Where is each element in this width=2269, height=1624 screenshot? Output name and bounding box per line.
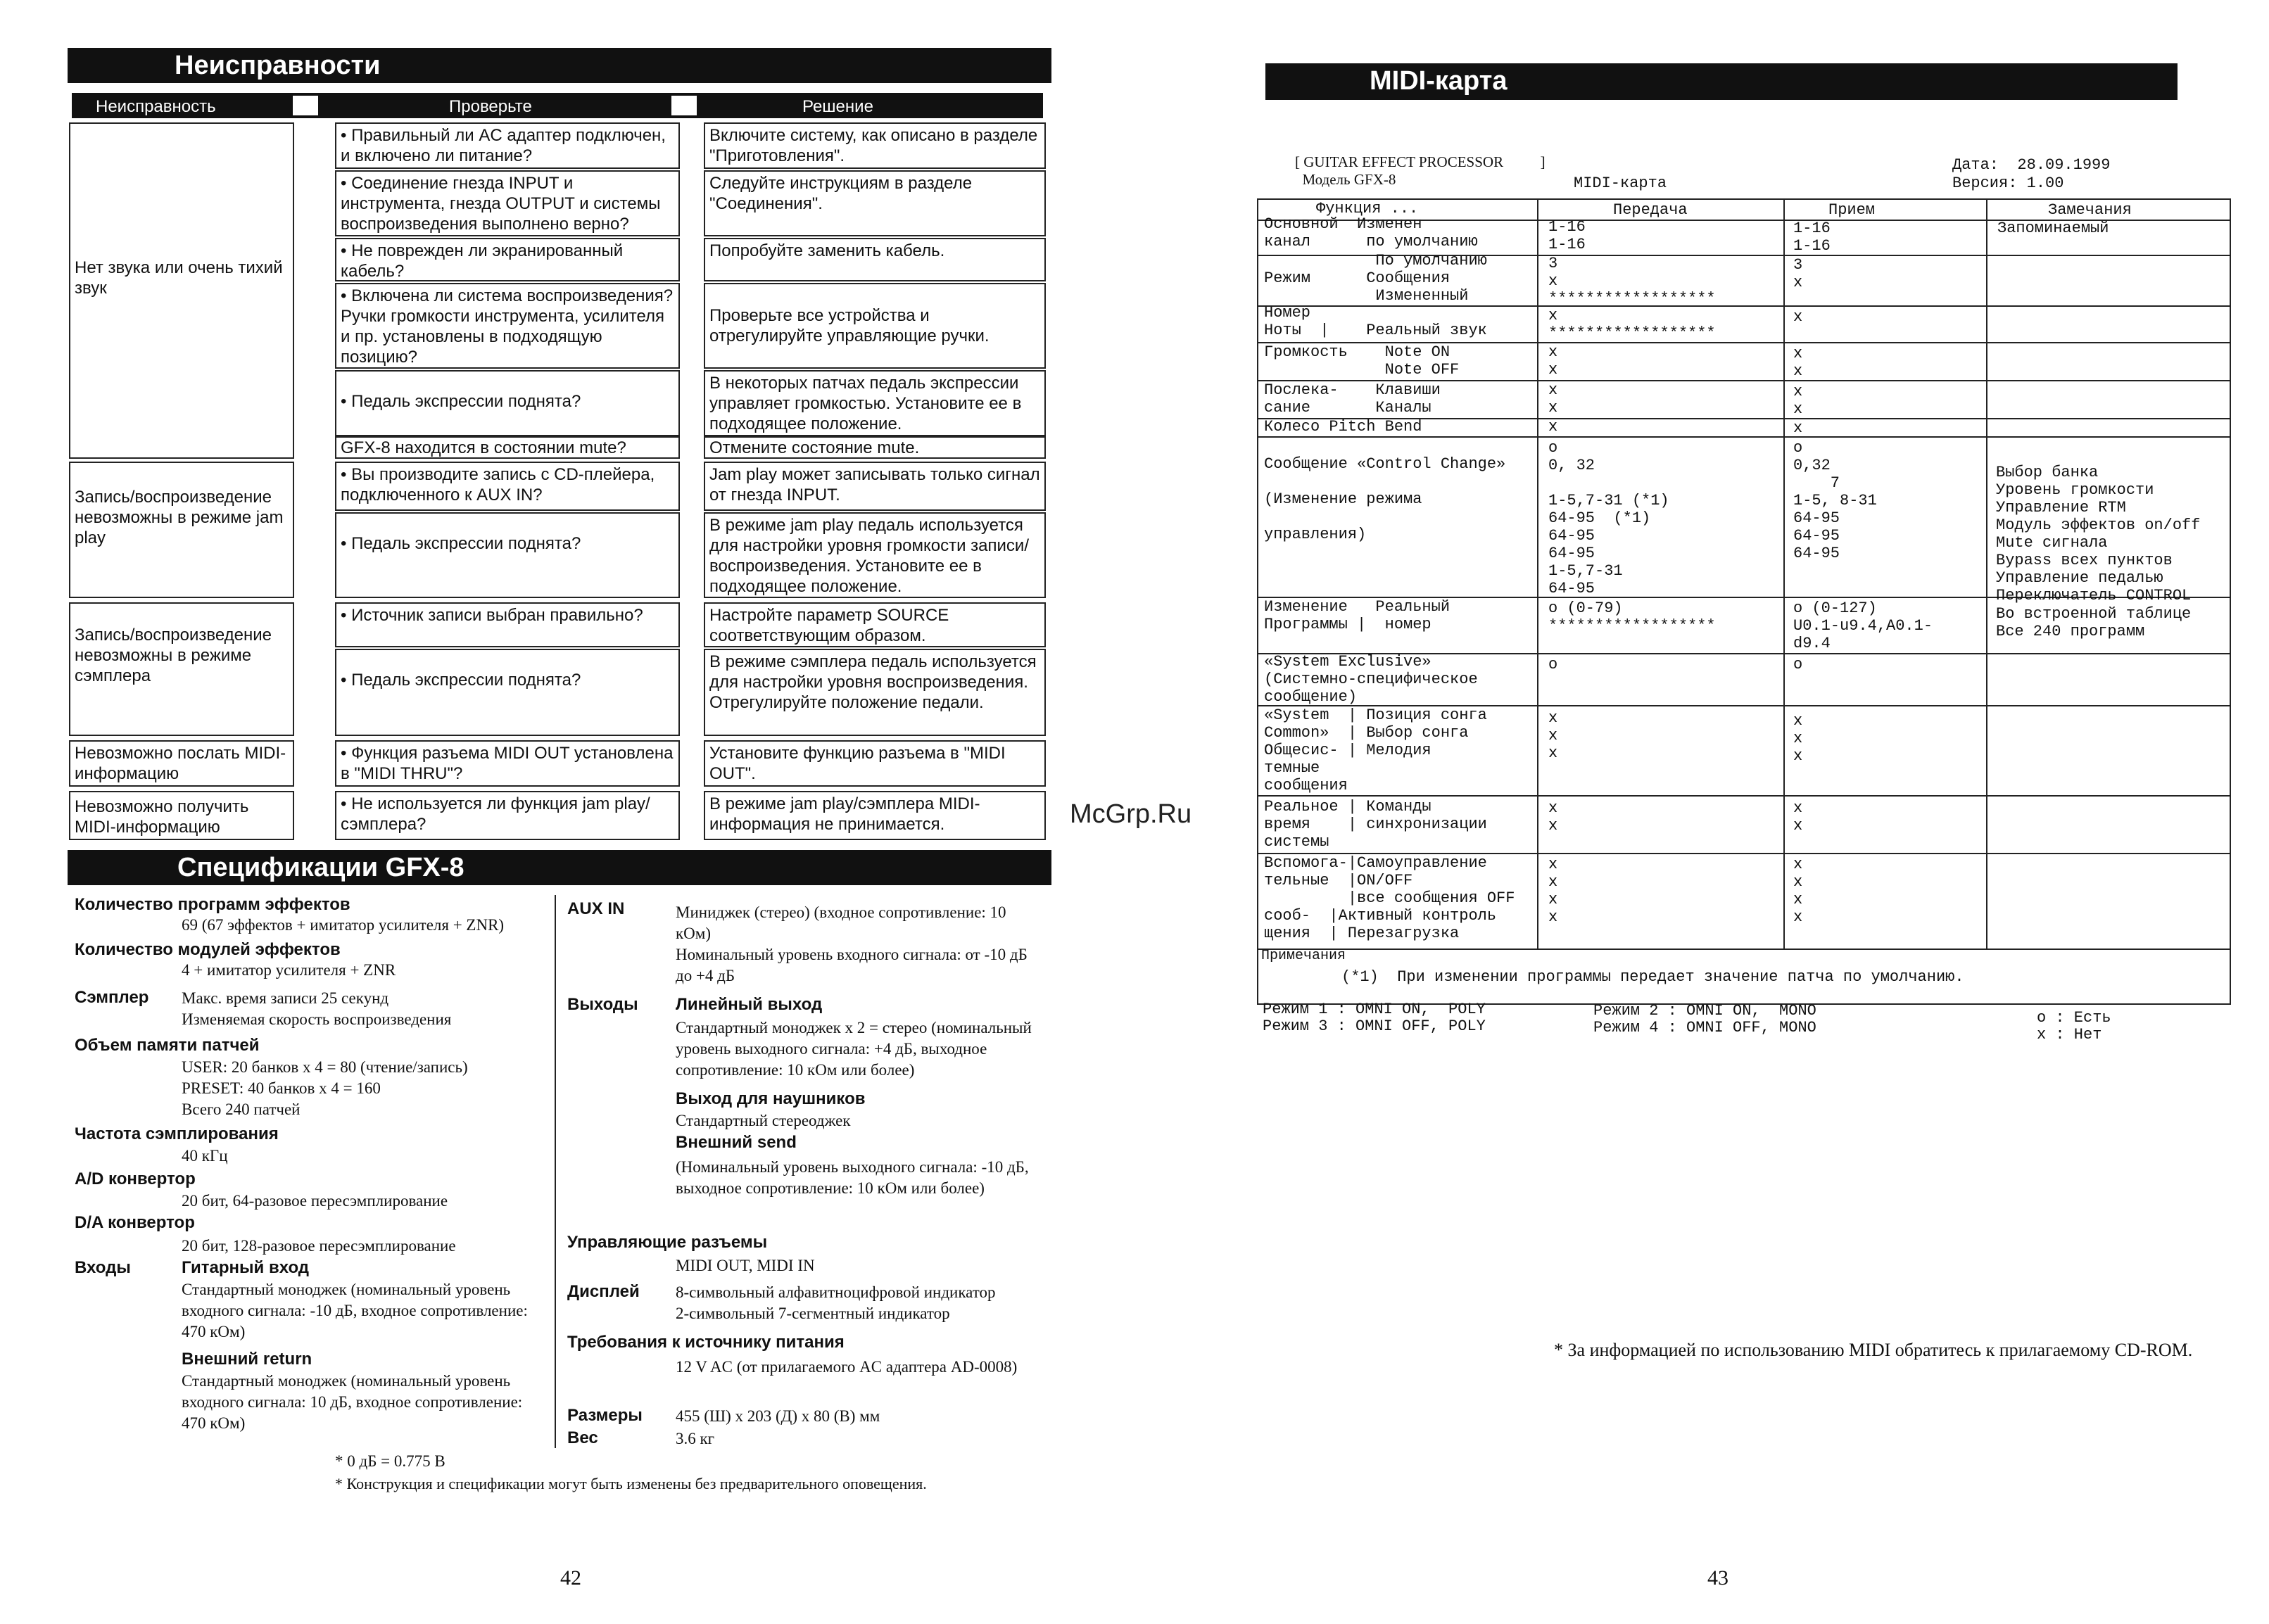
midi-row-transmit: x x x [1548, 709, 1558, 762]
spec-text: Миниджек (стерео) (входное сопротивление: 10 кОм) Номинальный уровень входного сигнала: от -10 дБ до +4 дБ [676, 903, 1028, 984]
midi-row-function: Основной Изменен канал по умолчанию [1264, 215, 1478, 250]
solution-cell: Следуйте инструкциям в разделе "Соединения". [704, 170, 1046, 236]
page-number-left: 42 [560, 1566, 581, 1590]
spec-text: Стандартный моноджек x 2 = стерео (номинальный уровень выходного сигнала: +4 дБ, выходное сопротивление: 10 кОм или более) [676, 1019, 1032, 1079]
check-cell: • Соединение гнезда INPUT и инструмента, гнезда OUTPUT и системы воспроизведения выполнено верно? [335, 170, 680, 236]
midi-row-function: По умолчанию Режим Сообщения Измененный [1264, 252, 1487, 305]
midi-row-function: Реальное | Команды время | синхронизации системы [1264, 798, 1487, 851]
solution-cell: Отмените состояние mute. [704, 436, 1046, 459]
mode-1: Режим 1 : OMNI ON, POLY [1263, 1001, 1486, 1018]
check-cell: • Включена ли система воспроизведения? Ручки громкости инструмента, усилителя и пр. установлены в подходящую позицию? [335, 283, 680, 369]
spec-subheading: Линейный выход [676, 995, 823, 1014]
notes-text: (*1) При изменении программы передает значение патча по умолчанию. [1341, 968, 1964, 986]
header-check: Проверьте [449, 97, 532, 116]
spec-heading: Дисплей [567, 1282, 640, 1301]
solution-cell: Включите систему, как описано в разделе "Приготовления". [704, 122, 1046, 169]
midi-row-function: Изменение Реальный Программы | номер [1264, 598, 1450, 633]
problem-cell: Нет звука или очень тихий звук [69, 122, 294, 459]
spec-subheading: Внешний send [676, 1133, 797, 1152]
midi-header-transmit: Передача [1613, 201, 1688, 219]
midi-row-receive: x x [1793, 383, 1803, 418]
spec-heading: A/D конвертор [75, 1169, 196, 1188]
midi-banner [1265, 63, 2178, 100]
solution-cell: В режиме jam play педаль используется для настройки уровня громкости записи/воспроизведения. Установите ее в подходящее положение. [704, 512, 1046, 598]
midi-row-function: Вспомога-|Самоуправление тельные |ON/OFF |все сообщения OFF сооб- |Активный контроль щения | Перезагрузка [1264, 854, 1515, 942]
solution-cell: Проверьте все устройства и отрегулируйте управляющие ручки. [704, 283, 1046, 369]
midi-row-receive: x [1793, 419, 1803, 437]
spec-text: USER: 20 банков x 4 = 80 (чтение/запись) PRESET: 40 банков x 4 = 160 Всего 240 патчей [182, 1058, 468, 1118]
troubleshooting-title: Неисправности [175, 51, 381, 80]
midi-row-transmit: x [1548, 418, 1558, 436]
midi-row-remarks: Во встроенной таблице Все 240 программ [1996, 605, 2192, 640]
midi-row-receive: o 0,32 7 1-5, 8-31 64-95 64-95 64-95 [1793, 439, 1877, 562]
mode-4: Режим 4 : OMNI OFF, MONO [1593, 1019, 1816, 1036]
midi-row-transmit: o (0-79) ****************** [1548, 600, 1716, 635]
spec-heading: AUX IN [567, 899, 625, 918]
col-line [1783, 198, 1785, 949]
midi-row-remarks: Выбор банка Уровень громкости Управление RTM Модуль эффектов on/off Mute сигнала Bypass всех пунктов Управление педалью Переключатель CONTROL [1996, 464, 2201, 604]
spec-heading: Количество модулей эффектов [75, 940, 341, 959]
spec-text: MIDI OUT, MIDI IN [676, 1257, 815, 1274]
midi-header-function: Функция ... [1316, 200, 1419, 217]
spec-text: 20 бит, 64-разовое пересэмплирование [182, 1192, 448, 1210]
chart-label: MIDI-карта [1574, 175, 1667, 192]
cd-rom-note: * За информацией по использованию MIDI обратитесь к прилагаемому CD-ROM. [1554, 1340, 2193, 1360]
midi-row-receive: o (0-127) U0.1-u9.4,A0.1- d9.4 [1793, 600, 1933, 652]
midi-row-receive: x x x x [1793, 856, 1803, 926]
spec-text: (Номинальный уровень выходного сигнала: -10 дБ, выходное сопротивление: 10 кОм или более) [676, 1158, 1029, 1197]
spec-heading: Количество программ эффектов [75, 895, 350, 914]
midi-row-receive: 3 x [1793, 256, 1803, 291]
midi-title: MIDI-карта [1370, 66, 1508, 96]
header-problem: Неисправность [96, 97, 216, 116]
spec-text: 4 + имитатор усилителя + ZNR [182, 961, 396, 979]
midi-row-transmit: x x x x [1548, 856, 1558, 926]
col-line [1986, 198, 1987, 949]
spec-heading: Управляющие разъемы [567, 1233, 768, 1252]
header-gap [671, 96, 697, 115]
page-number-right: 43 [1707, 1566, 1728, 1590]
watermark: McGrp.Ru [1070, 799, 1192, 829]
midi-row-transmit: o [1548, 656, 1558, 673]
solution-cell: Установите функцию разъема в "MIDI OUT". [704, 740, 1046, 787]
solution-cell: Настройте параметр SOURCE соответствующим образом. [704, 602, 1046, 647]
midi-row-receive: 1-16 1-16 [1793, 220, 1831, 255]
mode-3: Режим 3 : OMNI OFF, POLY [1263, 1017, 1486, 1035]
spec-text: 20 бит, 128-разовое пересэмплирование [182, 1237, 456, 1255]
spec-subheading: Гитарный вход [182, 1258, 310, 1277]
check-cell: • Не поврежден ли экранированный кабель? [335, 238, 680, 281]
check-cell: • Функция разъема MIDI OUT установлена в "MIDI THRU"? [335, 740, 680, 787]
problem-cell: Запись/воспроизведение невозможны в режиме jam play [69, 462, 294, 598]
specs-banner [68, 850, 1051, 885]
solution-cell: Jam play может записывать только сигнал от гнезда INPUT. [704, 462, 1046, 511]
midi-row-transmit: x x [1548, 381, 1558, 417]
midi-row-transmit: x x [1548, 343, 1558, 379]
solution-cell: В режиме jam play/сэмплера MIDI-информация не принимается. [704, 791, 1046, 840]
row-line [1257, 795, 2231, 797]
specs-divider [555, 895, 556, 1448]
midi-row-receive: x [1793, 308, 1803, 326]
spec-text: 40 кГц [182, 1147, 228, 1165]
check-cell: • Педаль экспрессии поднята? [335, 370, 680, 436]
check-cell: • Правильный ли AC адаптер подключен, и включено ли питание? [335, 122, 680, 169]
version-label: Версия: 1.00 [1952, 175, 2064, 192]
midi-row-remarks: Запоминаемый [1997, 220, 2109, 237]
spec-heading: Частота сэмплирования [75, 1124, 279, 1143]
spec-heading: Сэмплер [75, 988, 149, 1007]
check-cell: • Вы производите запись с CD-плейера, подключенного к AUX IN? [335, 462, 680, 511]
midi-row-transmit: x ****************** [1548, 307, 1716, 342]
troubleshooting-header [72, 93, 1043, 118]
spec-subheading: Выход для наушников [676, 1089, 866, 1108]
specs-title: Спецификации GFX-8 [177, 853, 464, 882]
spec-text: Стандартный моноджек (номинальный уровень входного сигнала: -10 дБ, входное сопротивление: 470 кОм) [182, 1281, 528, 1340]
midi-row-function: Колесо Pitch Bend [1264, 418, 1422, 436]
check-cell: • Педаль экспрессии поднята? [335, 649, 680, 736]
spec-text: Стандартный стереоджек [676, 1112, 851, 1129]
spec-heading: Объем памяти патчей [75, 1036, 260, 1055]
spec-text: Макс. время записи 25 секунд Изменяемая скорость воспроизведения [182, 989, 452, 1028]
legend-yes: o : Есть [2037, 1009, 2111, 1027]
midi-row-function: «System Exclusive» (Системно-специфическое сообщение) [1264, 653, 1478, 706]
spec-heading: Требования к источнику питания [567, 1333, 845, 1352]
spec-text: 8-символьный алфавитноцифровой индикатор 2-символьный 7-сегментный индикатор [676, 1283, 996, 1322]
spec-text: 455 (Ш) x 203 (Д) x 80 (В) мм [676, 1407, 880, 1425]
problem-cell: Запись/воспроизведение невозможны в режиме сэмплера [69, 602, 294, 736]
spec-text: 12 V AC (от прилагаемого AC адаптера AD-0008) [676, 1358, 1018, 1376]
midi-row-receive: x x [1793, 345, 1803, 380]
notes-label: Примечания [1261, 948, 1346, 964]
spec-text: 3.6 кг [676, 1430, 715, 1447]
midi-row-function: Послека- Клавиши сание Каналы [1264, 381, 1441, 417]
spec-heading: Вес [567, 1428, 598, 1447]
spec-subheading: Внешний return [182, 1350, 312, 1369]
check-cell: • Не используется ли функция jam play/сэмплера? [335, 791, 680, 840]
footnote: * Конструкция и спецификации могут быть изменены без предварительного оповещения. [335, 1475, 927, 1492]
solution-cell: В режиме сэмплера педаль используется для настройки уровня воспроизведения. Отрегулируйте положение педали. [704, 649, 1046, 736]
midi-row-transmit: 3 x ****************** [1548, 255, 1716, 307]
mode-2: Режим 2 : OMNI ON, MONO [1593, 1002, 1816, 1020]
midi-header-receive: Прием [1828, 201, 1876, 219]
legend-no: x : Нет [2037, 1026, 2102, 1043]
solution-cell: В некоторых патчах педаль экспрессии управляет громкостью. Установите ее в подходящее положение. [704, 370, 1046, 436]
midi-row-receive: o [1793, 656, 1803, 673]
midi-row-transmit: x x [1548, 799, 1558, 835]
spec-heading: Размеры [567, 1406, 643, 1425]
midi-row-function: Номер Ноты | Реальный звук [1264, 304, 1487, 339]
midi-row-function: «System | Позиция сонга Common» | Выбор сонга Общесис- | Мелодия темные сообщения [1264, 706, 1487, 794]
spec-heading: D/A конвертор [75, 1213, 195, 1232]
problem-cell: Невозможно послать MIDI-информацию [69, 740, 294, 787]
footnote: * 0 дБ = 0.775 В [335, 1452, 445, 1470]
midi-row-function: Громкость Note ON Note OFF [1264, 343, 1460, 379]
check-cell: GFX-8 находится в состоянии mute? [335, 436, 680, 459]
midi-row-transmit: o 0, 32 1-5,7-31 (*1) 64-95 (*1) 64-95 64-95 1-5,7-31 64-95 [1548, 439, 1669, 597]
solution-cell: Попробуйте заменить кабель. [704, 238, 1046, 281]
midi-row-receive: x x [1793, 799, 1803, 835]
header-gap [293, 96, 318, 115]
col-line [1537, 198, 1538, 949]
header-solution: Решение [802, 97, 873, 116]
spec-heading: Выходы [567, 995, 638, 1014]
midi-header-remarks: Замечания [2048, 201, 2132, 219]
spec-text: Стандартный моноджек (номинальный уровень входного сигнала: 10 дБ, входное сопротивление: 470 кОм) [182, 1372, 523, 1432]
row-line [1257, 949, 2231, 950]
troubleshooting-banner [68, 48, 1051, 83]
spec-text: 69 (67 эффектов + имитатор усилителя + ZNR) [182, 916, 505, 934]
midi-row-function: Сообщение «Control Change» (Изменение режима управления) [1264, 455, 1506, 543]
midi-row-transmit: 1-16 1-16 [1548, 218, 1586, 253]
device-heading: [ GUITAR EFFECT PROCESSOR ] Модель GFX-8 [1295, 153, 1546, 188]
date-label: Дата: 28.09.1999 [1952, 156, 2111, 174]
check-cell: • Педаль экспрессии поднята? [335, 512, 680, 598]
spec-heading: Входы [75, 1258, 131, 1277]
problem-cell: Невозможно получить MIDI-информацию [69, 791, 294, 840]
midi-row-receive: x x x [1793, 712, 1803, 765]
check-cell: • Источник записи выбран правильно? [335, 602, 680, 647]
